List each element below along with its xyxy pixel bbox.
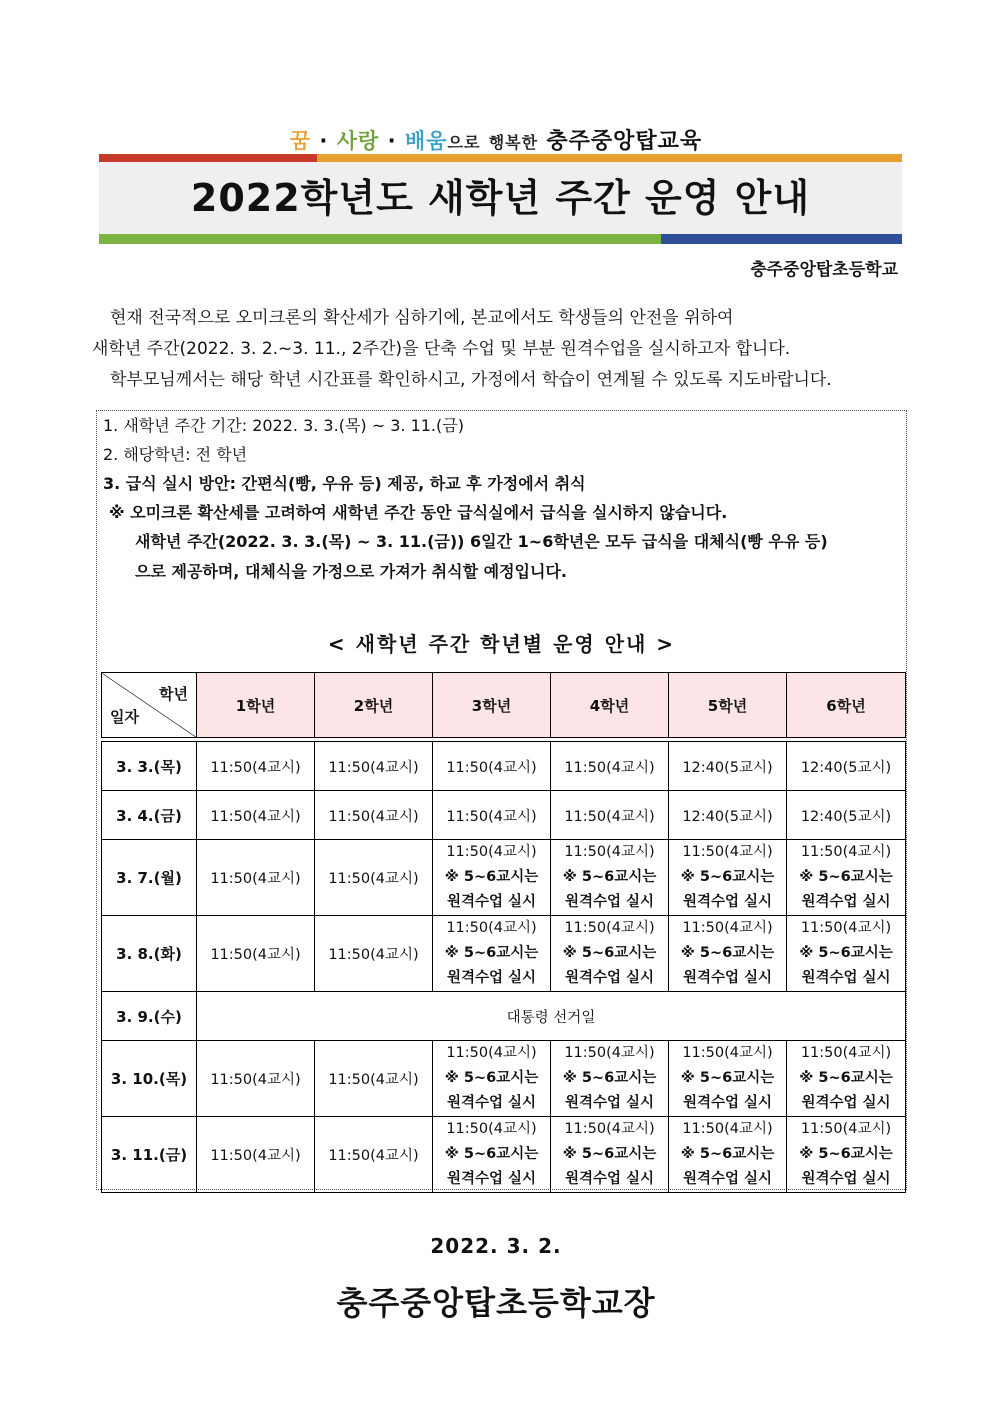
cell-note: 원격수업 실시 (446, 1171, 537, 1187)
notice-item-grades: 2. 해당학년: 전 학년 (103, 445, 248, 464)
table-row (102, 791, 906, 840)
table-cell: 11:50(4교시) (315, 791, 433, 840)
document-date: 2022. 3. 2. (430, 1234, 562, 1258)
cell-note: 원격수업 실시 (564, 1095, 655, 1111)
cell-note: ※ 5~6교시는 (680, 869, 775, 885)
table-row (102, 840, 906, 916)
cell-note: 원격수업 실시 (564, 970, 655, 986)
cell-time: 11:50(4교시) (682, 920, 773, 936)
row-date: 3. 7.(월) (102, 840, 197, 916)
table-cell: 11:50(4교시) (433, 742, 551, 791)
cell-note: ※ 5~6교시는 (444, 1070, 539, 1086)
table-cell: 11:50(4교시) (315, 742, 433, 791)
table-cell-remote (551, 1117, 669, 1193)
intro-line: 새학년 주간(2022. 3. 2.~3. 11., 2주간)을 단축 수업 및 부분 원격수업을 실시하고자 합니다. (92, 339, 791, 359)
table-cell: 11:50(4교시) (551, 742, 669, 791)
cell-note: 원격수업 실시 (801, 1095, 891, 1111)
table-cell-remote (787, 1041, 906, 1117)
header-bar-bottom (99, 234, 902, 244)
cell-note: ※ 5~6교시는 (799, 945, 893, 961)
grade-header: 4학년 (551, 673, 669, 738)
table-cell-remote (787, 840, 906, 916)
table-title: < 새학년 주간 학년별 운영 안내 > (327, 632, 676, 656)
table-header-row (102, 673, 906, 738)
notice-note-line: ※ 오미크론 확산세를 고려하여 새학년 주간 동안 급식실에서 급식을 실시하지 않습니다. (109, 503, 728, 522)
cell-note: ※ 5~6교시는 (799, 1146, 893, 1162)
page-title: 2022학년도 새학년 주간 운영 안내 (99, 162, 902, 234)
table-row (102, 742, 906, 791)
notice-note-line: 새학년 주간(2022. 3. 3.(목) ~ 3. 11.(금)) 6일간 1~6학년은 모두 급식을 대체식(빵 우유 등) (135, 532, 828, 551)
table-cell: 12:40(5교시) (669, 742, 787, 791)
table-row (102, 1117, 906, 1193)
table-cell: 11:50(4교시) (197, 840, 315, 916)
cell-note: ※ 5~6교시는 (444, 869, 539, 885)
cell-note: 원격수업 실시 (682, 894, 773, 910)
slogan-particle: 으로 (447, 133, 481, 152)
slogan-happy: 행복한 (488, 133, 539, 152)
table-cell-remote (669, 1041, 787, 1117)
cell-note: 원격수업 실시 (801, 970, 891, 986)
cell-note: 원격수업 실시 (446, 970, 537, 986)
slogan-word-love: 사랑 (336, 129, 380, 153)
cell-time: 11:50(4교시) (564, 1121, 655, 1137)
row-date: 3. 3.(목) (102, 742, 197, 791)
cell-time: 11:50(4교시) (682, 844, 773, 860)
intro-paragraph (92, 303, 902, 396)
table-cell: 12:40(5교시) (787, 791, 906, 840)
table-row (102, 1041, 906, 1117)
cell-time: 11:50(4교시) (564, 844, 655, 860)
table-cell-remote (433, 916, 551, 992)
row-date: 3. 8.(화) (102, 916, 197, 992)
table-row (102, 992, 906, 1041)
table-cell: 11:50(4교시) (197, 1041, 315, 1117)
intro-line: 학부모님께서는 해당 학년 시간표를 확인하시고, 가정에서 학습이 연계될 수 있도록 지도바랍니다. (110, 370, 832, 390)
cell-note: ※ 5~6교시는 (562, 1070, 657, 1086)
table-row (102, 916, 906, 992)
table-cell: 11:50(4교시) (433, 791, 551, 840)
holiday-cell: 대통령 선거일 (197, 992, 906, 1041)
cell-time: 11:50(4교시) (682, 1045, 773, 1061)
intro-line: 현재 전국적으로 오미크론의 확산세가 심하기에, 본교에서도 학생들의 안전을 위하여 (110, 308, 734, 328)
cell-time: 11:50(4교시) (446, 1121, 537, 1137)
table-cell: 11:50(4교시) (551, 791, 669, 840)
table-cell: 11:50(4교시) (197, 742, 315, 791)
row-date: 3. 4.(금) (102, 791, 197, 840)
cell-note: ※ 5~6교시는 (444, 945, 539, 961)
slogan-word-learning: 배움 (404, 129, 448, 153)
table-cell-remote (551, 916, 669, 992)
table-cell-remote (669, 916, 787, 992)
slogan-education: 충주중앙탑교육 (546, 129, 703, 154)
table-cell-remote (433, 1117, 551, 1193)
cell-note: ※ 5~6교시는 (562, 1146, 657, 1162)
grade-header: 5학년 (669, 673, 787, 738)
table-cell-remote (433, 840, 551, 916)
cell-note: 원격수업 실시 (682, 1171, 773, 1187)
cell-time: 11:50(4교시) (564, 920, 655, 936)
table-cell-remote (787, 916, 906, 992)
table-cell: 11:50(4교시) (197, 916, 315, 992)
cell-note: 원격수업 실시 (682, 970, 773, 986)
cell-note: ※ 5~6교시는 (562, 945, 657, 961)
cell-note: ※ 5~6교시는 (680, 1070, 775, 1086)
row-date: 3. 10.(목) (102, 1041, 197, 1117)
cell-note: ※ 5~6교시는 (562, 869, 657, 885)
cell-note: 원격수업 실시 (564, 894, 655, 910)
table-cell-remote (669, 1117, 787, 1193)
table-cell: 11:50(4교시) (315, 1117, 433, 1193)
cell-note: ※ 5~6교시는 (680, 945, 775, 961)
slogan-word-dream: 꿈 (289, 129, 312, 153)
table-cell-remote (551, 840, 669, 916)
cell-time: 11:50(4교시) (446, 844, 537, 860)
notice-note-line: 으로 제공하며, 대체식을 가정으로 가져가 취식할 예정입니다. (135, 562, 567, 581)
cell-time: 11:50(4교시) (800, 1045, 892, 1061)
cell-time: 11:50(4교시) (564, 1045, 655, 1061)
table-cell: 11:50(4교시) (197, 791, 315, 840)
table-cell: 12:40(5교시) (787, 742, 906, 791)
row-date: 3. 9.(수) (102, 992, 197, 1041)
notice-item-period: 1. 새학년 주간 기간: 2022. 3. 3.(목) ~ 3. 11.(금) (103, 416, 464, 435)
table-cell: 11:50(4교시) (197, 1117, 315, 1193)
table-cell-remote (551, 1041, 669, 1117)
table-cell: 11:50(4교시) (315, 1041, 433, 1117)
corner-grade-label: 학년 (159, 685, 188, 703)
cell-time: 11:50(4교시) (800, 844, 892, 860)
cell-note: 원격수업 실시 (801, 894, 891, 910)
slogan-dot: · (319, 129, 329, 153)
grade-header: 1학년 (197, 673, 315, 738)
header-bar-top (99, 154, 902, 162)
cell-note: 원격수업 실시 (564, 1171, 655, 1187)
cell-note: ※ 5~6교시는 (799, 869, 893, 885)
cell-note: 원격수업 실시 (801, 1171, 891, 1187)
corner-date-label: 일자 (110, 708, 139, 726)
schedule-table (101, 672, 906, 1193)
table-cell: 11:50(4교시) (315, 840, 433, 916)
school-name: 충주중앙탑초등학교 (750, 260, 898, 280)
table-cell: 12:40(5교시) (669, 791, 787, 840)
cell-note: 원격수업 실시 (446, 1095, 537, 1111)
table-cell-remote (787, 1117, 906, 1193)
cell-note: ※ 5~6교시는 (680, 1146, 775, 1162)
cell-time: 11:50(4교시) (800, 1121, 892, 1137)
cell-time: 11:50(4교시) (682, 1121, 773, 1137)
cell-time: 11:50(4교시) (800, 920, 892, 936)
slogan-dot: · (387, 129, 397, 153)
signer: 충주중앙탑초등학교장 (336, 1284, 656, 1322)
grade-header: 3학년 (433, 673, 551, 738)
notice-item-meal: 3. 급식 실시 방안: 간편식(빵, 우유 등) 제공, 하교 후 가정에서 취식 (103, 474, 586, 493)
grade-header: 2학년 (315, 673, 433, 738)
corner-header (102, 673, 197, 738)
cell-time: 11:50(4교시) (446, 920, 537, 936)
table-cell-remote (433, 1041, 551, 1117)
row-date: 3. 11.(금) (102, 1117, 197, 1193)
grade-header: 6학년 (787, 673, 906, 738)
cell-note: ※ 5~6교시는 (799, 1070, 893, 1086)
slogan (0, 124, 992, 155)
table-cell-remote (669, 840, 787, 916)
cell-time: 11:50(4교시) (446, 1045, 537, 1061)
cell-note: ※ 5~6교시는 (444, 1146, 539, 1162)
cell-note: 원격수업 실시 (446, 894, 537, 910)
cell-note: 원격수업 실시 (682, 1095, 773, 1111)
table-cell: 11:50(4교시) (315, 916, 433, 992)
